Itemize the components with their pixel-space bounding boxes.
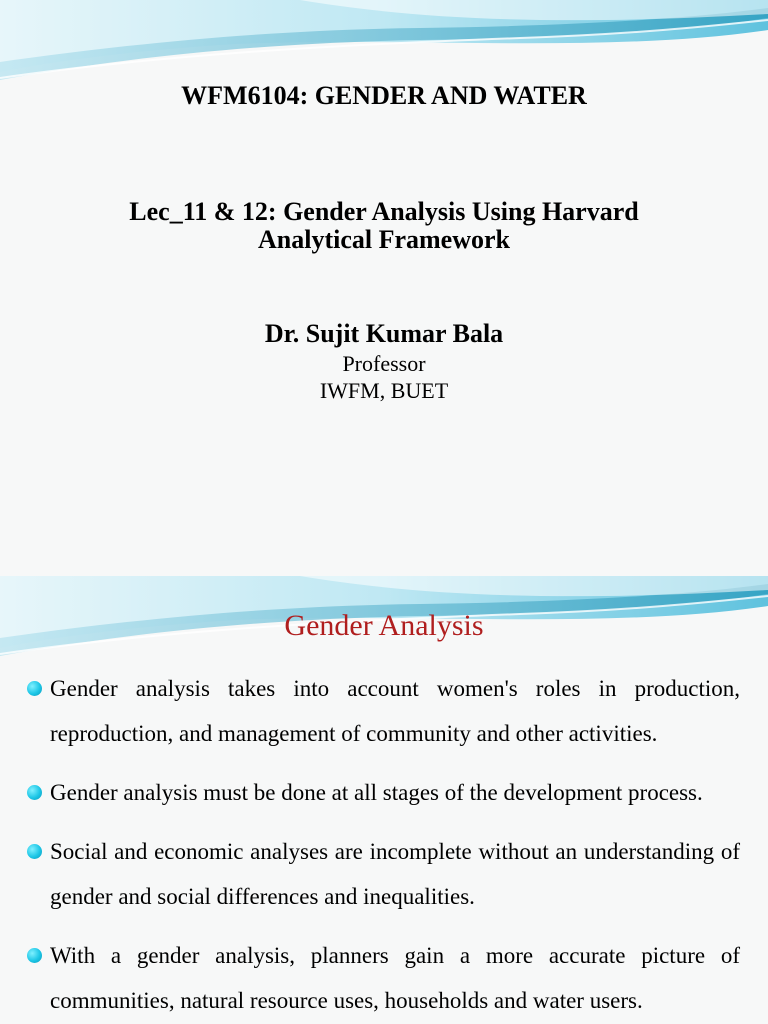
bullet-item [50, 770, 740, 815]
course-title: WFM6104: GENDER AND WATER [181, 81, 587, 110]
lecture-title [0, 198, 768, 254]
bullet-text: Social and economic analyses are incomplete without an understanding of gender and social differences and inequalities. [50, 839, 740, 909]
bullet-dot-icon [27, 681, 42, 696]
gender-analysis-slide [0, 576, 768, 1024]
bullet-dot-icon [27, 948, 42, 963]
bullet-dot-icon [27, 785, 42, 800]
lecture-title-line-2: Analytical Framework [257, 225, 510, 254]
author-affiliation: IWFM, BUET [319, 378, 449, 403]
bullet-item [50, 829, 740, 919]
bullet-item [50, 933, 740, 1023]
bullet-list [0, 666, 768, 1024]
bullet-text: Gender analysis takes into account women's roles in production, reproduction, and management of community and other activities. [50, 676, 740, 746]
lecture-title-line-1: Lec_11 & 12: Gender Analysis Using Harvard [129, 197, 639, 226]
slide-title: Gender Analysis [284, 609, 484, 642]
bullet-text: With a gender analysis, planners gain a more accurate picture of communities, natural resource uses, households and water users. [50, 943, 740, 1013]
author-role: Professor [342, 351, 426, 376]
bullet-dot-icon [27, 844, 42, 859]
author-name: Dr. Sujit Kumar Bala [264, 319, 504, 348]
bullet-text: Gender analysis must be done at all stages of the development process. [50, 780, 703, 805]
bullet-item [50, 666, 740, 756]
